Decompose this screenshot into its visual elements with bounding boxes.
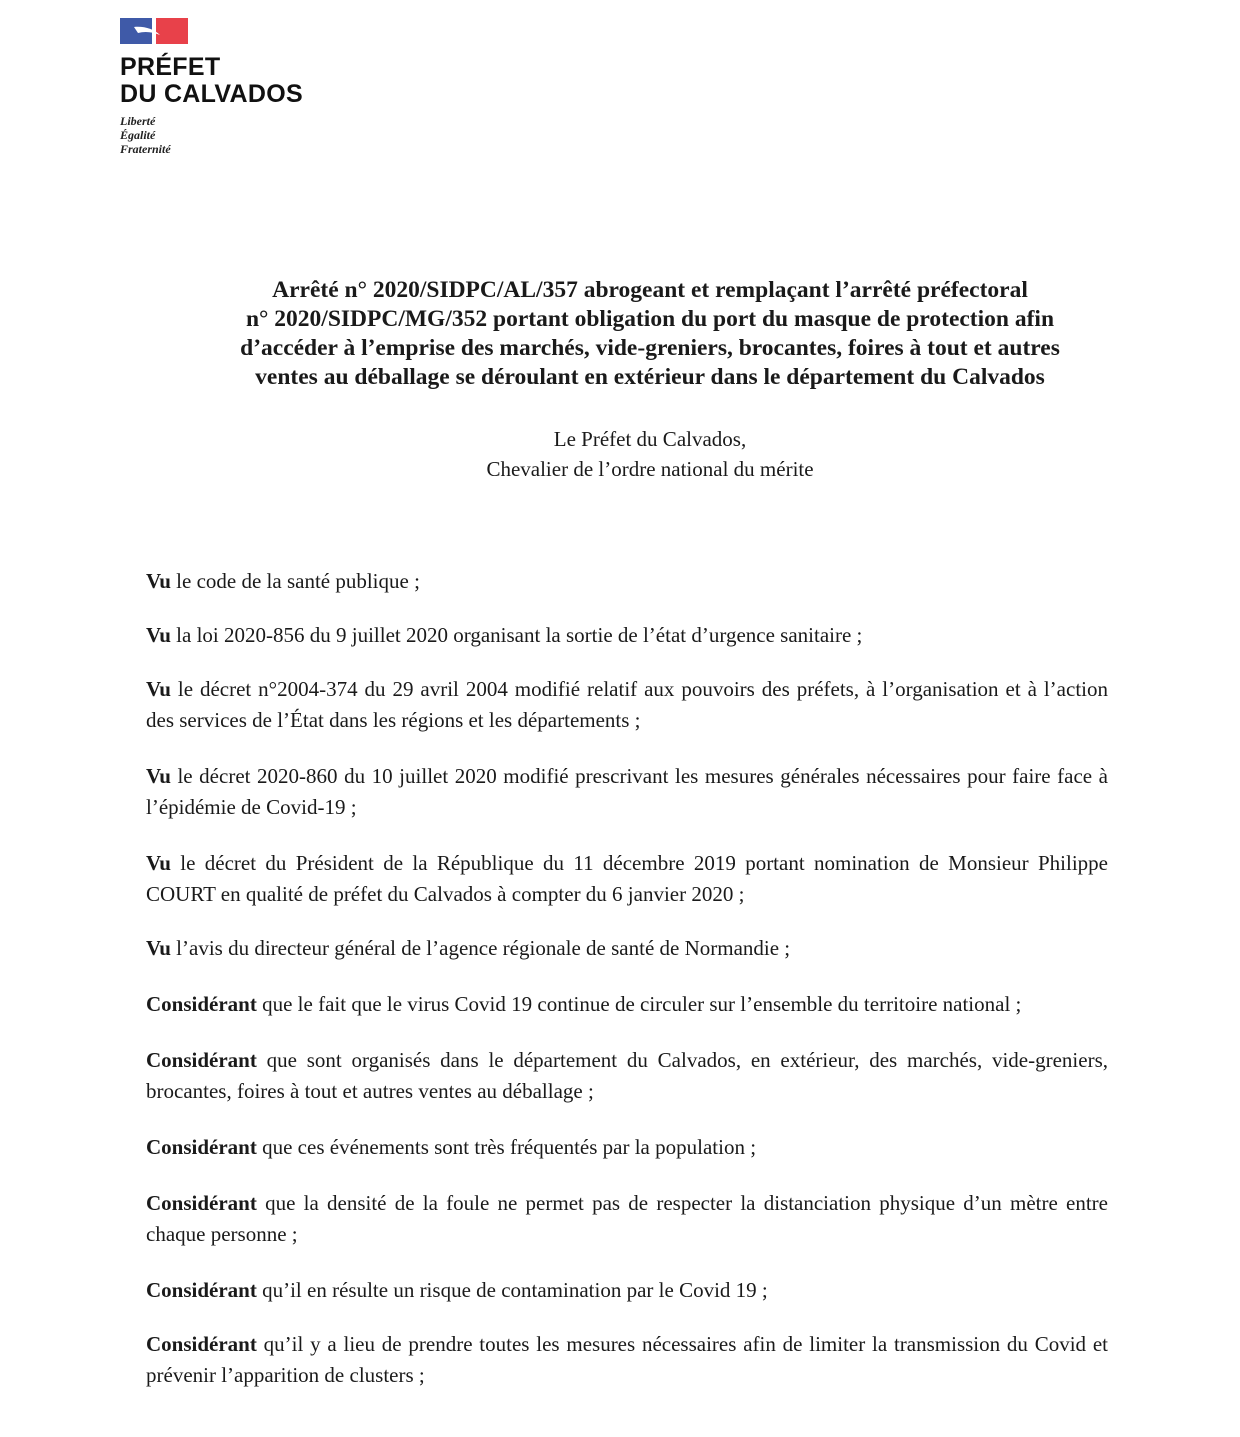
marianne-flag-logo: [120, 18, 188, 44]
recital-text: l’avis du directeur général de l’agence régionale de santé de Normandie ;: [170, 936, 791, 960]
issuing-authority: [150, 424, 1150, 484]
recital-text: que ces événements sont très fréquentés par la population ;: [256, 1135, 757, 1159]
recital-paragraph: [146, 1188, 1108, 1250]
recital-text: la loi 2020-856 du 9 juillet 2020 organisant la sortie de l’état d’urgence sanitaire ;: [170, 623, 863, 647]
recital-text: le décret du Président de la République du 11 décembre 2019 portant nomination de Monsieur Philippe COURT en qualité de préfet du Calvados à compter du 6 janvier 2020 ;: [146, 851, 1108, 906]
recital-paragraph: [146, 933, 1108, 964]
recital-paragraph: [146, 566, 1108, 597]
recital-paragraph: [146, 620, 1108, 651]
recital-lead: Vu: [146, 623, 171, 647]
recital-paragraph: [146, 989, 1108, 1020]
decree-body: [146, 566, 1108, 1391]
recital-lead: Vu: [146, 569, 171, 593]
recital-lead: Vu: [146, 936, 171, 960]
motto-fraternite: Fraternité: [120, 142, 171, 156]
flag-red-band: [156, 18, 188, 44]
recital-text: le décret 2020-860 du 10 juillet 2020 modifié prescrivant les mesures générales nécessaires pour faire face à l’épidémie de Covid-19 ;: [146, 764, 1108, 819]
org-name-line2: DU CALVADOS: [120, 80, 303, 108]
recital-paragraph: [146, 1329, 1108, 1391]
recital-lead: Considérant: [146, 1048, 257, 1072]
recital-paragraph: [146, 1132, 1108, 1163]
motto-egalite: Égalité: [120, 128, 156, 142]
recital-paragraph: [146, 1045, 1108, 1107]
decree-title-line: Arrêté n° 2020/SIDPC/AL/357 abrogeant et remplaçant l’arrêté préfectoral: [272, 277, 1028, 303]
recital-paragraph: [146, 848, 1108, 910]
recital-text: que sont organisés dans le département du Calvados, en extérieur, des marchés, vide-greniers, brocantes, foires à tout et autres ventes au déballage ;: [146, 1048, 1108, 1103]
authority-name: Le Préfet du Calvados,: [553, 427, 747, 451]
authority-distinction: Chevalier de l’ordre national du mérite: [486, 457, 814, 481]
recital-lead: Considérant: [146, 1135, 257, 1159]
republic-motto: [120, 114, 360, 156]
recital-lead: Considérant: [146, 1278, 257, 1302]
recital-text: le code de la santé publique ;: [170, 569, 420, 593]
recital-lead: Considérant: [146, 1191, 257, 1215]
recital-paragraph: [146, 674, 1108, 736]
recital-text: que le fait que le virus Covid 19 continue de circuler sur l’ensemble du territoire national ;: [256, 992, 1022, 1016]
decree-title-line: ventes au déballage se déroulant en extérieur dans le département du Calvados: [255, 364, 1045, 390]
motto-liberte: Liberté: [120, 114, 156, 128]
recital-text: qu’il en résulte un risque de contamination par le Covid 19 ;: [256, 1278, 768, 1302]
recital-text: que la densité de la foule ne permet pas de respecter la distanciation physique d’un mètre entre chaque personne ;: [146, 1191, 1108, 1246]
recital-lead: Considérant: [146, 992, 257, 1016]
recital-paragraph: [146, 761, 1108, 823]
recital-paragraph: [146, 1275, 1108, 1306]
recital-text: qu’il y a lieu de prendre toutes les mesures nécessaires afin de limiter la transmission du Covid et prévenir l’apparition de clusters ;: [146, 1332, 1108, 1387]
org-name-line1: PRÉFET: [120, 53, 221, 81]
recital-text: le décret n°2004-374 du 29 avril 2004 modifié relatif aux pouvoirs des préfets, à l’organisation et à l’action des services de l’État dans les régions et les départements ;: [146, 677, 1108, 732]
recital-lead: Considérant: [146, 1332, 257, 1356]
recital-lead: Vu: [146, 851, 171, 875]
recital-lead: Vu: [146, 764, 171, 788]
decree-title: [150, 276, 1150, 392]
letterhead: [120, 18, 360, 156]
decree-title-line: d’accéder à l’emprise des marchés, vide-greniers, brocantes, foires à tout et autres: [240, 335, 1060, 361]
recital-lead: Vu: [146, 677, 171, 701]
decree-title-line: n° 2020/SIDPC/MG/352 portant obligation du port du masque de protection afin: [245, 306, 1055, 332]
